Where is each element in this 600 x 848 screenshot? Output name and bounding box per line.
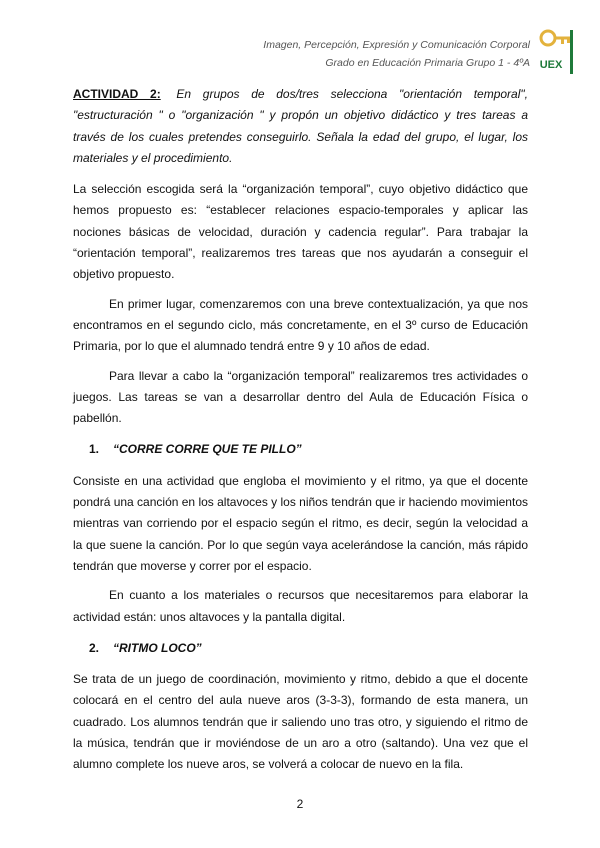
section-number: 1. [89,442,100,457]
uex-logo-text: UEX [539,59,563,71]
section-title: “CORRE CORRE QUE TE PILLO” [113,442,302,457]
page-number: 2 [296,797,304,811]
activity-statement [73,84,528,169]
section-title: “RITMO LOCO” [113,640,202,655]
running-header [263,36,530,72]
paragraph-context: En primer lugar, comenzaremos con una breve contextualización, ya que nos encontramos en el segundo ciclo, más concretamente, en el 3º curso de Educación Primaria, por lo que el alumnado tendrá entre 9 y 10 años de edad. [73,296,528,354]
header-group-info: Grado en Educación Primaria Grupo 1 - 4ºA [325,57,530,69]
section-number: 2. [89,640,100,655]
section-1-paragraph-1: Consiste en una actividad que engloba el movimiento y el ritmo, ya que el docente pondrá una canción en los altavoces y los niños tendrán que ir haciendo movimientos mientras van corriendo por el espacio según el ritmo, es decir, según la velocidad a la que suene la canción. Por lo que según vaya acelerándose la canción, más rápido tendrán que moverse y correr por el espacio. [73,473,528,573]
paragraph-objective: La selección escogida será la “organización temporal”, cuyo objetivo didáctico que hemos propuesto es: “establecer relaciones espacio-temporales y aplicar las nociones básicas de velocidad, duración y cadencia regular”. Para trabajar la “orientación temporal”, realizaremos tres tareas que nos ayudarán a conseguir el objetivo propuesto. [73,182,528,282]
section-heading-2 [73,638,528,659]
section-heading-1 [73,439,528,460]
activity-prompt: En grupos de dos/tres selecciona "orientación temporal", "estructuración " o "organización " y propón un objetivo didáctico y tres tareas a través de los cuales pretendes conseguirlo. Señala la edad del grupo, el lugar, los materiales y el procedimiento. [73,87,528,165]
section-1-paragraph-2: En cuanto a los materiales o recursos que necesitaremos para elaborar la actividad están: unos altavoces y la pantalla digital. [73,588,528,624]
uex-logo [537,28,573,76]
activity-label: ACTIVIDAD 2: [73,87,161,101]
key-icon [541,31,571,45]
paragraph-location: Para llevar a cabo la “organización temporal” realizaremos tres actividades o juegos. Las tareas se van a desarrollar dentro del Aula de Educación Física o pabellón. [73,368,528,426]
header-course-title: Imagen, Percepción, Expresión y Comunicación Corporal [263,39,530,51]
section-2-paragraph-1: Se trata de un juego de coordinación, movimiento y ritmo, debido a que el docente colocará en el centro del aula nueve aros (3-3-3), formando de esta manera, un cuadrado. Los alumnos tendrán que ir saliendo uno tras otro, y siguiendo el ritmo de la música, tendrán que ir moviéndose de un aro a otro (saltando). Una vez que el alumno complete los nueve aros, se volverá a colocar de nuevo en la fila. [73,672,528,772]
document-body [73,84,528,776]
